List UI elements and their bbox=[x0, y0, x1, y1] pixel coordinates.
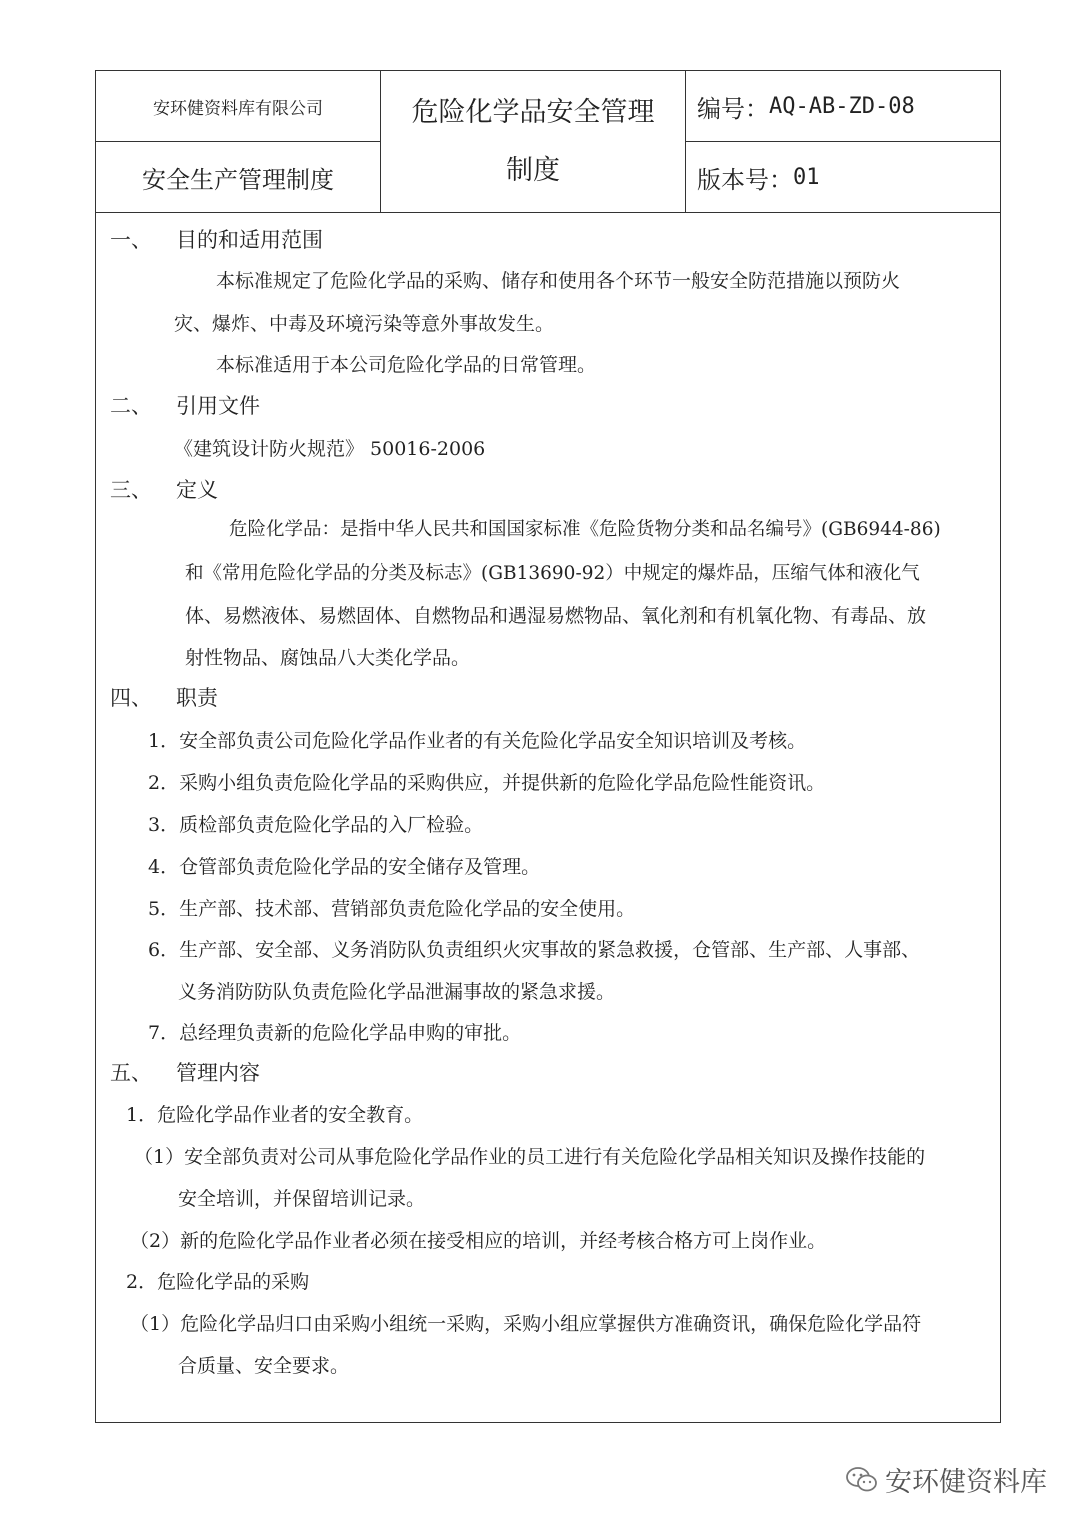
version-value: 01 bbox=[793, 164, 820, 190]
list-item: 1．安全部负责公司危险化学品作业者的有关危险化学品安全知识培训及考核。 bbox=[148, 730, 807, 752]
document-title bbox=[381, 71, 686, 212]
list-item: 6．生产部、安全部、义务消防队负责组织火灾事故的紧急救援，仓管部、生产部、人事部、 bbox=[148, 939, 921, 961]
section-heading bbox=[110, 228, 323, 252]
list-item: 4．仓管部负责危险化学品的安全储存及管理。 bbox=[148, 856, 541, 878]
watermark-text: 安环健资料库 bbox=[885, 1467, 1047, 1498]
section-number: 四、 bbox=[110, 686, 152, 710]
document-frame bbox=[95, 70, 1001, 1423]
section-heading bbox=[110, 686, 218, 710]
paragraph-line: 灾、爆炸、中毒及环境污染等意外事故发生。 bbox=[174, 313, 555, 335]
list-item-continuation: 合质量、安全要求。 bbox=[178, 1355, 350, 1377]
section-heading bbox=[110, 478, 218, 502]
watermark bbox=[845, 1460, 1047, 1499]
document-version bbox=[686, 142, 1000, 212]
subsection-heading: 2．危险化学品的采购 bbox=[126, 1271, 310, 1293]
paragraph-line: 射性物品、腐蚀品八大类化学品。 bbox=[185, 647, 471, 669]
section-title: 定义 bbox=[176, 478, 218, 502]
subsection-heading: 1．危险化学品作业者的安全教育。 bbox=[126, 1104, 424, 1126]
system-type: 安全生产管理制度 bbox=[96, 142, 381, 212]
paragraph-line: 本标准适用于本公司危险化学品的日常管理。 bbox=[216, 354, 597, 376]
section-number: 三、 bbox=[110, 478, 152, 502]
wechat-icon bbox=[845, 1465, 879, 1495]
list-item-continuation: 义务消防防队负责危险化学品泄漏事故的紧急求援。 bbox=[178, 981, 616, 1003]
document-number bbox=[686, 71, 1000, 142]
list-item: 2．采购小组负责危险化学品的采购供应，并提供新的危险化学品危险性能资讯。 bbox=[148, 772, 826, 794]
section-heading bbox=[110, 394, 260, 418]
paragraph-line: 危险化学品：是指中华人民共和国国家标准《危险货物分类和品名编号》(GB6944-86) bbox=[229, 519, 941, 540]
section-number: 五、 bbox=[110, 1061, 152, 1085]
section-title: 管理内容 bbox=[176, 1061, 260, 1085]
number-label: 编号： bbox=[697, 94, 769, 123]
paragraph-line: 和《常用危险化学品的分类及标志》(GB13690-92）中规定的爆炸品，压缩气体和液化气 bbox=[185, 563, 920, 584]
list-item: 7．总经理负责新的危险化学品申购的审批。 bbox=[148, 1022, 522, 1044]
section-number: 一、 bbox=[110, 228, 152, 252]
document-header-table bbox=[96, 71, 1000, 213]
list-item-continuation: 安全培训，并保留培训记录。 bbox=[178, 1188, 426, 1210]
list-item: 3．质检部负责危险化学品的入厂检验。 bbox=[148, 814, 484, 836]
list-item: （2）新的危险化学品作业者必须在接受相应的培训，并经考核合格方可上岗作业。 bbox=[130, 1230, 827, 1252]
title-line-2: 制度 bbox=[506, 154, 560, 186]
reference-document: 《建筑设计防火规范》 50016-2006 bbox=[174, 438, 486, 460]
paragraph-line: 本标准规定了危险化学品的采购、储存和使用各个环节一般安全防范措施以预防火 bbox=[216, 270, 901, 292]
section-title: 职责 bbox=[176, 686, 218, 710]
number-value: AQ-AB-ZD-08 bbox=[769, 93, 915, 119]
title-line-1: 危险化学品安全管理 bbox=[411, 96, 655, 128]
version-label: 版本号： bbox=[697, 165, 793, 194]
company-name: 安环健资料库有限公司 bbox=[96, 71, 381, 142]
section-title: 引用文件 bbox=[176, 394, 260, 418]
section-heading bbox=[110, 1061, 260, 1085]
list-item: （1）安全部负责对公司从事危险化学品作业的员工进行有关危险化学品相关知识及操作技能的 bbox=[134, 1146, 926, 1168]
list-item: （1）危险化学品归口由采购小组统一采购，采购小组应掌握供方准确资讯，确保危险化学品符 bbox=[130, 1313, 922, 1335]
paragraph-line: 体、易燃液体、易燃固体、自燃物品和遇湿易燃物品、氧化剂和有机氧化物、有毒品、放 bbox=[185, 605, 927, 627]
section-number: 二、 bbox=[110, 394, 152, 418]
section-title: 目的和适用范围 bbox=[176, 228, 323, 252]
list-item: 5．生产部、技术部、营销部负责危险化学品的安全使用。 bbox=[148, 898, 636, 920]
